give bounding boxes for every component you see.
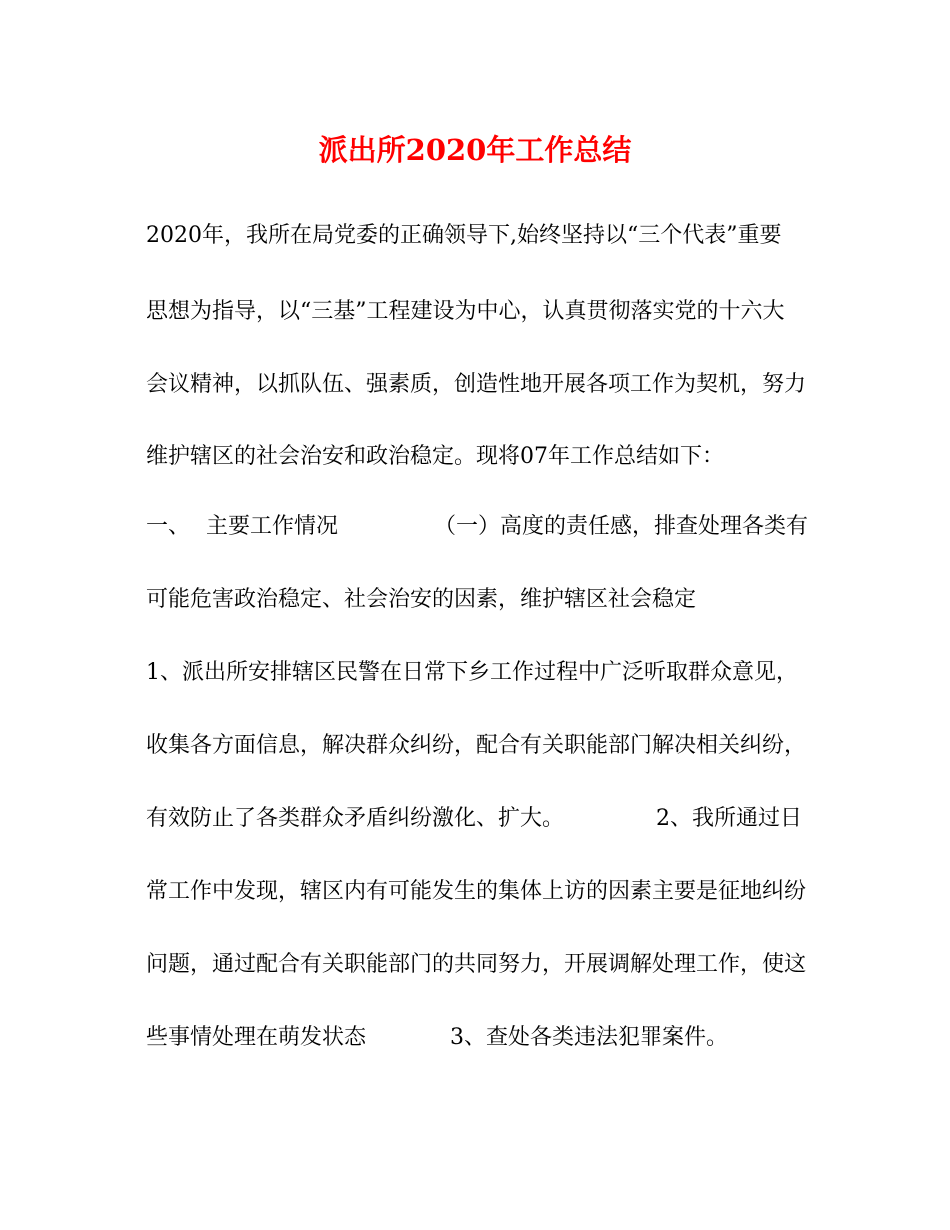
section-heading-line (146, 512, 826, 542)
paragraph-line: 常工作中发现，辖区内有可能发生的集体上访的因素主要是征地纠纷 (146, 879, 807, 904)
paragraph-text: 3、查处各类违法犯罪案件。 (450, 1025, 729, 1050)
paragraph-text: 2、我所通过日 (656, 806, 803, 831)
paragraph-line-mixed (146, 804, 826, 834)
paragraph-line-mixed (146, 1023, 826, 1053)
subsection-heading: （一）高度的责任感，排查处理各类有 (434, 514, 809, 539)
paragraph-line: 维护辖区的社会治安和政治稳定。现将07年工作总结如下： (146, 444, 724, 469)
paragraph-line: 2020年，我所在局党委的正确领导下,始终坚持以“三个代表”重要 (146, 223, 782, 248)
paragraph-line: 思想为指导，以“三基”工程建设为中心，认真贯彻落实党的十六大 (146, 299, 785, 324)
paragraph-line: 会议精神，以抓队伍、强素质，创造性地开展各项工作为契机，努力 (146, 372, 807, 397)
paragraph-text: 有效防止了各类群众矛盾纠纷激化、扩大。 (146, 806, 565, 831)
section-heading: 主要工作情况 (206, 514, 339, 539)
paragraph-line: 问题，通过配合有关职能部门的共同努力，开展调解处理工作，使这 (146, 952, 807, 977)
paragraph-text: 些事情处理在萌发状态 (146, 1025, 367, 1050)
paragraph-line: 收集各方面信息，解决群众纠纷，配合有关职能部门解决相关纠纷， (146, 733, 807, 758)
section-number: 一、 (146, 514, 191, 539)
paragraph-line: 可能危害政治稳定、社会治安的因素，维护辖区社会稳定 (146, 587, 697, 612)
paragraph-line: 1、派出所安排辖区民警在日常下乡工作过程中广泛听取群众意见， (146, 660, 798, 685)
document-title: 派出所2020年工作总结 (318, 133, 632, 167)
